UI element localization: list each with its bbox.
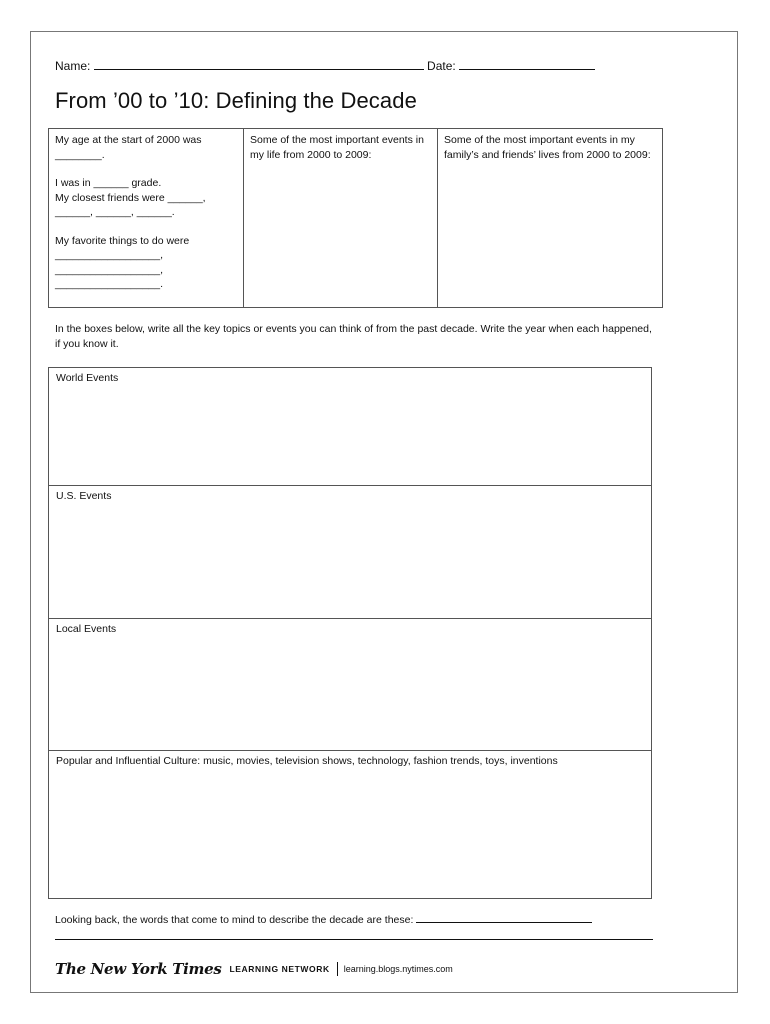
footer (55, 960, 453, 978)
lookback-prompt: Looking back, the words that come to mind to describe the decade are these: (55, 914, 414, 926)
my-life-events-cell[interactable] (244, 129, 438, 307)
name-label: Name: (55, 59, 91, 73)
age-line-1: My age at the start of 2000 was (55, 134, 202, 146)
favorites-line-3: __________________, (55, 263, 164, 276)
date-label: Date: (427, 59, 456, 73)
footer-url[interactable]: learning.blogs.nytimes.com (343, 964, 453, 974)
worksheet-page (30, 31, 738, 993)
footer-divider (337, 962, 338, 976)
lookback-field[interactable] (416, 912, 592, 923)
family-friends-events-prompt: Some of the most important events in my family’s and friends’ lives from 2000 to 2009: (444, 134, 651, 161)
popular-culture-label: Popular and Influential Culture: music, movies, television shows, technology, fashion trends, toys, inventions (56, 755, 558, 767)
lookback-row (55, 912, 592, 928)
world-events-label: World Events (56, 372, 119, 384)
date-field[interactable] (459, 58, 595, 70)
personal-info-table (48, 128, 663, 308)
name-date-row (55, 58, 595, 73)
us-events-label: U.S. Events (56, 490, 112, 502)
popular-culture-box[interactable] (49, 751, 651, 898)
learning-network-label: LEARNING NETWORK (229, 964, 330, 974)
lookback-field-continued[interactable] (55, 939, 653, 940)
grade-line: I was in ______ grade. (55, 177, 162, 189)
favorites-line-4: __________________. (55, 278, 164, 290)
favorites-line-2: __________________, (55, 249, 164, 261)
instructions-text: In the boxes below, write all the key topics or events you can think of from the past decade. Write the year when each happened, if you know it. (55, 323, 652, 350)
events-boxes (48, 367, 652, 899)
page-title: From ’00 to ’10: Defining the Decade (55, 88, 417, 113)
nyt-logo: The New York Times (55, 960, 222, 978)
age-line-2: ________. (55, 148, 105, 161)
friends-line-1: My closest friends were ______, (55, 191, 206, 204)
local-events-box[interactable] (49, 619, 651, 751)
age-friends-cell[interactable] (49, 129, 244, 307)
us-events-box[interactable] (49, 486, 651, 619)
my-life-events-prompt: Some of the most important events in my life from 2000 to 2009: (250, 134, 424, 161)
world-events-box[interactable] (49, 368, 651, 486)
friends-line-2: ______, ______, ______. (55, 206, 175, 218)
name-field[interactable] (94, 58, 424, 70)
favorites-line-1: My favorite things to do were (55, 234, 190, 247)
local-events-label: Local Events (56, 623, 117, 635)
family-friends-events-cell[interactable] (438, 129, 662, 307)
